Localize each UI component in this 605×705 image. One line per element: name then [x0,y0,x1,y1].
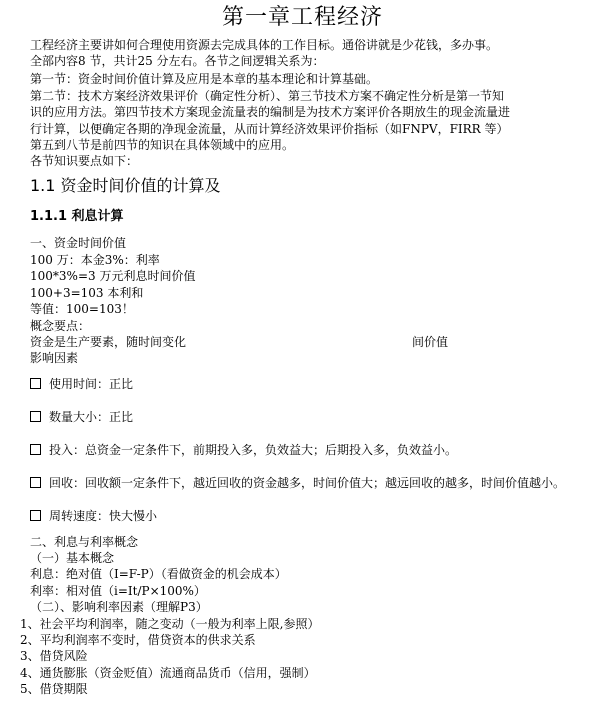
intro-line: 第一节：资金时间价值计算及应用是本章的基本理论和计算基础。 [30,72,379,86]
subsection-heading: 1.1.1 利息计算 [30,209,124,224]
checkbox-icon [30,411,41,422]
checklist-text: 周转速度：快大慢小 [49,509,158,523]
checklist-item [30,475,565,491]
interest-def: 利息：绝对值（I=F-P）（看做资金的机会成本） [30,567,287,581]
part2-subheading: （二）、影响利率因素（理解P3） [30,600,208,614]
checkbox-icon [30,378,41,389]
rate-def: 利率：相对值（i=It/P×100%） [30,584,206,598]
concept-right: 间价值 [412,335,449,349]
intro-line: 第五到八节是前四节的知识在具体领域中的应用。 [30,138,295,152]
checklist-text: 回收：回收额一定条件下，越近回收的资金越多，时间价值大；越远回收的越多，时间价值越小。 [49,476,566,490]
intro-line: 工程经济主要讲如何合理使用资源去完成具体的工作目标。通俗讲就是少花钱，多办事。 [30,38,499,52]
factor-item: 1、社会平均利润率，随之变动（一般为利率上限,参照） [20,617,320,631]
intro-line: 识的应用方法。第四节技术方案现金流量表的编制是为技术方案评价各期放生的现金流量进 [30,105,511,119]
part1-line: 100 万：本金3%：利率 [30,253,160,267]
checkbox-icon [30,444,41,455]
part2-subheading: （一）基本概念 [30,551,115,565]
checklist-text: 使用时间：正比 [49,377,134,391]
checklist-item [30,508,157,524]
section-heading: 1.1 资金时间价值的计算及 [30,176,221,195]
checklist-item [30,409,133,425]
factors-label: 影响因素 [30,351,79,365]
part1-line: 100+3=103 本利和 [30,286,144,300]
intro-line: 全部内容8 节，共计25 分左右。各节之间逻辑关系为： [30,54,325,68]
concept-left: 资金是生产要素，随时间变化 [30,335,187,349]
part1-line: 概念要点： [30,319,91,333]
checkbox-icon [30,510,41,521]
checklist-item [30,376,133,392]
intro-line: 行计算，以便确定各期的净现金流量，从而计算经济效果评价指标（如FNPV，FIRR 等） [30,122,509,136]
factor-item: 2、平均利润率不变时，借贷资本的供求关系 [20,633,256,647]
checklist-text: 投入：总资金一定条件下，前期投入多，负效益大；后期投入多，负效益小。 [49,443,458,457]
intro-line: 第二节：技术方案经济效果评价（确定性分析）、第三节技术方案不确定性分析是第一节知 [30,89,505,103]
part2-heading: 二、利息与利率概念 [30,535,139,549]
chapter-title: 第一章工程经济 [221,5,383,30]
factor-item: 3、借贷风险 [20,649,88,663]
intro-line: 各节知识要点如下： [30,154,139,168]
checkbox-icon [30,477,41,488]
factor-item: 5、借贷期限 [20,682,88,696]
factor-item: 4、通货膨胀（资金贬值）流通商品货币（信用，强制） [20,666,316,680]
part1-heading: 一、资金时间价值 [30,236,127,250]
checklist-item [30,442,457,458]
checklist-text: 数量大小：正比 [49,410,134,424]
part1-line: 等值：100=103！ [30,302,134,316]
part1-line: 100*3%=3 万元利息时间价值 [30,269,196,283]
